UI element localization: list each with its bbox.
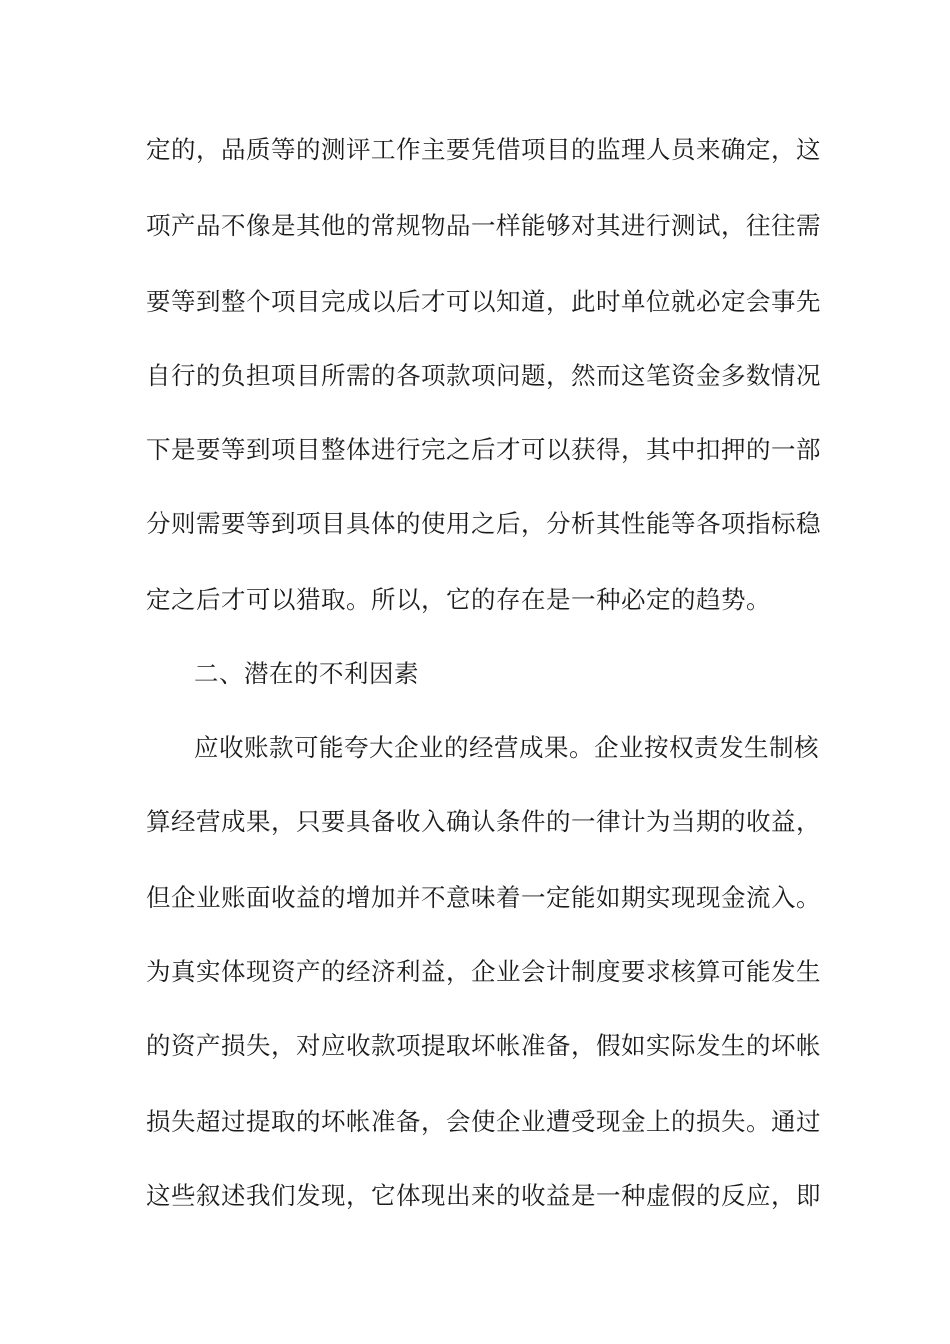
paragraph-line: 算经营成果，只要具备收入确认条件的一律计为当期的收益， <box>146 807 821 836</box>
section-heading: 二、潜在的不利因素 <box>194 659 419 688</box>
paragraph-line: 自行的负担项目所需的各项款项问题，然而这笔资金多数情况 <box>146 361 821 390</box>
paragraph-line: 为真实体现资产的经济利益，企业会计制度要求核算可能发生 <box>146 957 821 986</box>
paragraph-line: 项产品不像是其他的常规物品一样能够对其进行测试，往往需 <box>146 211 821 240</box>
paragraph-line: 的资产损失，对应收款项提取坏帐准备，假如实际发生的坏帐 <box>146 1031 821 1060</box>
paragraph-line: 定之后才可以猎取。所以，它的存在是一种必定的趋势。 <box>146 585 771 614</box>
paragraph-line: 应收账款可能夸大企业的经营成果。企业按权责发生制核 <box>194 733 819 762</box>
paragraph-line: 但企业账面收益的增加并不意味着一定能如期实现现金流入。 <box>146 883 821 912</box>
paragraph-line: 要等到整个项目完成以后才可以知道，此时单位就必定会事先 <box>146 287 821 316</box>
paragraph-line: 定的，品质等的测评工作主要凭借项目的监理人员来确定，这 <box>146 135 821 164</box>
paragraph-line: 下是要等到项目整体进行完之后才可以获得，其中扣押的一部 <box>146 435 821 464</box>
paragraph-line: 分则需要等到项目具体的使用之后，分析其性能等各项指标稳 <box>146 509 821 538</box>
paragraph-line: 损失超过提取的坏帐准备，会使企业遭受现金上的损失。通过 <box>146 1107 821 1136</box>
paragraph-line: 这些叙述我们发现，它体现出来的收益是一种虚假的反应，即 <box>146 1181 821 1210</box>
